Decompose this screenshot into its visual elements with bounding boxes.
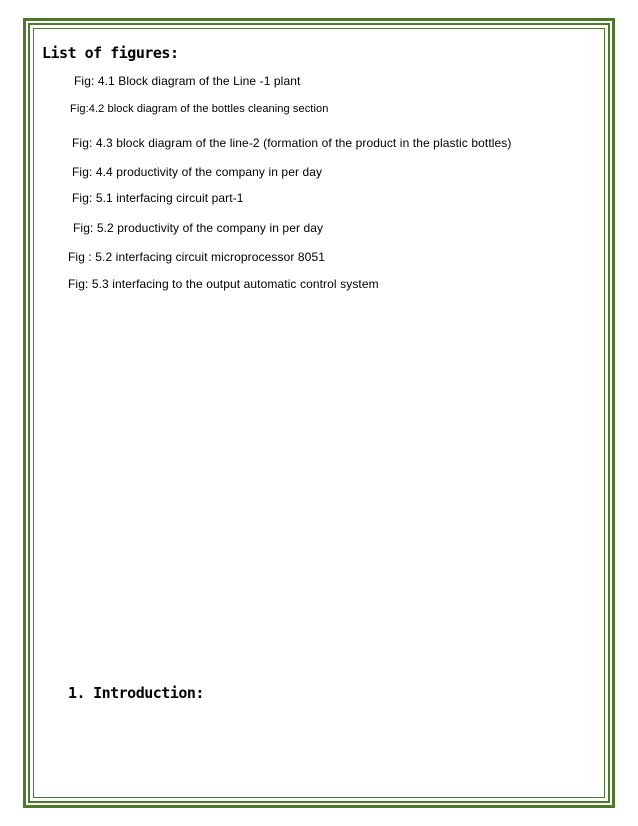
introduction-heading (68, 684, 204, 702)
figure-list-item: Fig: 5.1 interfacing circuit part-1 (72, 191, 244, 205)
section-number: 1. (68, 684, 86, 702)
figure-list-item: Fig: 5.3 interfacing to the output automatic control system (68, 277, 379, 291)
list-of-figures-heading: List of figures: (42, 44, 179, 62)
figure-list-item: Fig: 4.4 productivity of the company in per day (72, 165, 323, 179)
section-title: Introduction: (93, 684, 204, 702)
figure-list-item: Fig: 5.2 productivity of the company in per day (73, 221, 324, 235)
figure-list-item: Fig: 4.3 block diagram of the line-2 (formation of the product in the plastic bottles) (72, 136, 512, 150)
figure-list-item: Fig:4.2 block diagram of the bottles cleaning section (70, 103, 329, 115)
figure-list-item: Fig : 5.2 interfacing circuit microprocessor 8051 (68, 250, 326, 264)
figure-list-item: Fig: 4.1 Block diagram of the Line -1 plant (74, 74, 301, 88)
